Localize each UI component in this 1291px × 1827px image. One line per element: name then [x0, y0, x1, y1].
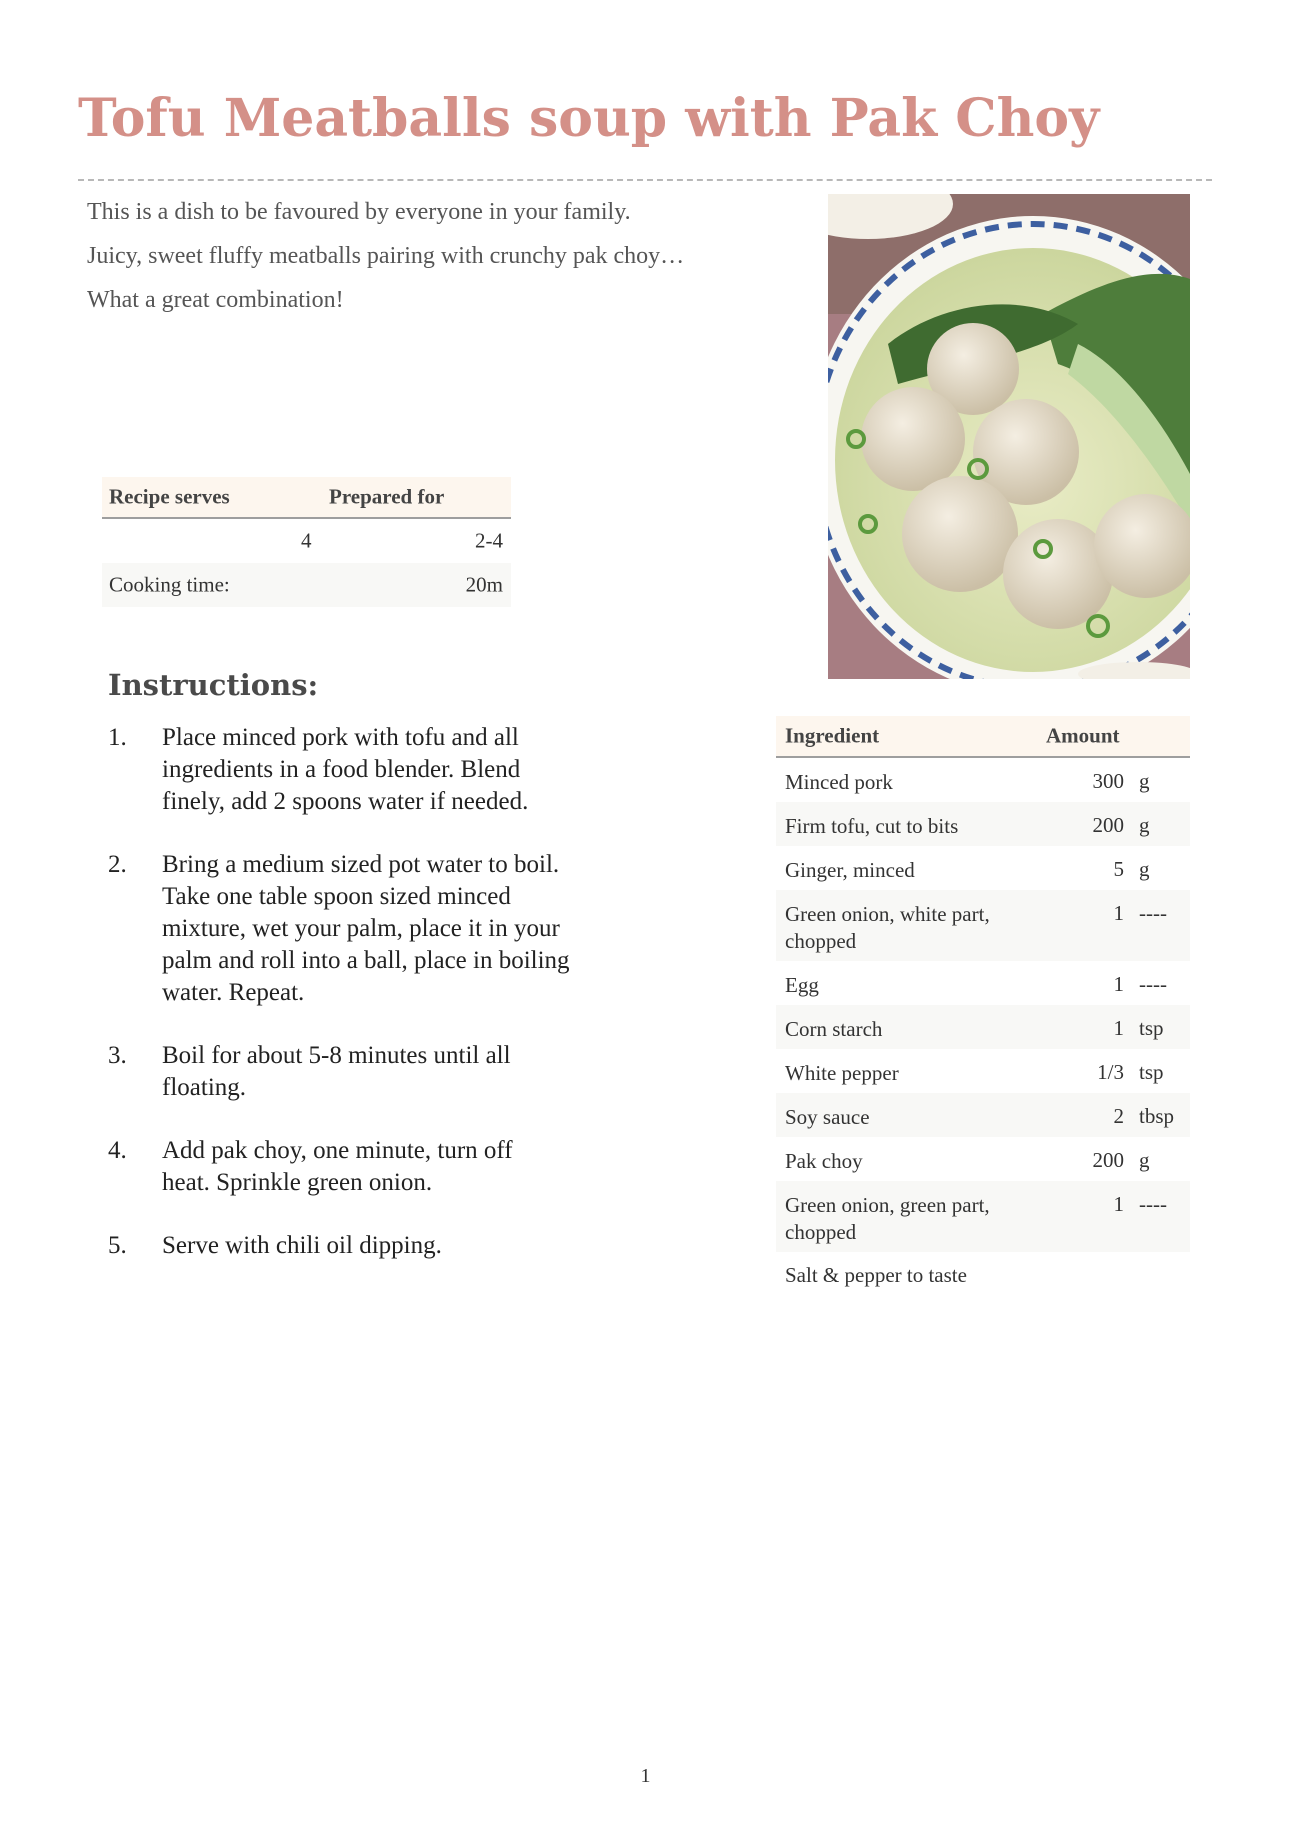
ingredient-name: Firm tofu, cut to bits	[785, 814, 959, 838]
instructions-list	[108, 722, 608, 1293]
ingredient-row	[776, 1137, 1190, 1181]
ingredient-row	[776, 758, 1190, 802]
step-number: 3.	[108, 1042, 127, 1069]
ingredient-amount: 2	[1113, 1104, 1124, 1128]
step-number: 1.	[108, 724, 127, 751]
step-text: Serve with chili oil dipping.	[162, 1232, 442, 1259]
serves-row	[102, 519, 511, 563]
soup-photo	[828, 194, 1190, 679]
intro-text	[87, 200, 737, 332]
cooking-time-label: Cooking time:	[109, 572, 230, 597]
step-text: Boil for about 5-8 minutes until all floating.	[162, 1042, 511, 1101]
ingredient-name: Egg	[785, 973, 819, 997]
ingredient-unit: ----	[1139, 1192, 1167, 1216]
instruction-step	[108, 722, 608, 818]
ingredient-unit: g	[1139, 857, 1150, 881]
serves-value: 4	[301, 528, 312, 553]
seasoning-note: Salt & pepper to taste	[785, 1263, 967, 1287]
ingredient-unit: tbsp	[1139, 1104, 1175, 1128]
ingredient-name: Soy sauce	[785, 1105, 870, 1129]
instruction-step	[108, 849, 608, 1009]
ingredients-table	[776, 716, 1190, 1303]
serves-table	[102, 477, 511, 607]
ingredient-row	[776, 890, 1190, 961]
header-recipe-serves: Recipe serves	[109, 484, 230, 509]
step-text: Add pak choy, one minute, turn off heat. Sprinkle green onion.	[162, 1137, 513, 1196]
cooking-time-row	[102, 563, 511, 607]
dashed-divider	[78, 179, 1212, 181]
ingredient-name: White pepper	[785, 1061, 899, 1085]
ingredient-amount: 1	[1113, 901, 1124, 925]
step-number: 5.	[108, 1232, 127, 1259]
ingredient-row	[776, 1005, 1190, 1049]
ingredient-unit: ----	[1139, 972, 1167, 996]
ingredient-unit: tsp	[1139, 1060, 1164, 1084]
ingredient-amount: 300	[1092, 769, 1124, 793]
ingredient-amount: 200	[1092, 813, 1124, 837]
page-number: 1	[640, 1765, 651, 1787]
ingredient-amount: 200	[1092, 1148, 1124, 1172]
ingredient-name: Green onion, green part, chopped	[785, 1193, 990, 1244]
instructions-title: Instructions:	[108, 668, 319, 702]
ingredient-row	[776, 1049, 1190, 1093]
header-amount: Amount	[1046, 723, 1120, 748]
header-ingredient: Ingredient	[785, 723, 880, 748]
step-text: Bring a medium sized pot water to boil. Take one table spoon sized minced mixture, wet your palm, place it in your palm and roll into a ball, place in boiling water. Repeat.	[162, 851, 570, 1006]
ingredient-name: Pak choy	[785, 1149, 863, 1173]
ingredient-amount: 1	[1113, 972, 1124, 996]
ingredient-row	[776, 961, 1190, 1005]
ingredient-name: Green onion, white part, chopped	[785, 902, 990, 953]
ingredient-row	[776, 846, 1190, 890]
header-prepared-for: Prepared for	[329, 484, 445, 509]
ingredient-row	[776, 1181, 1190, 1252]
ingredient-name: Corn starch	[785, 1017, 883, 1041]
ingredient-amount: 1/3	[1097, 1060, 1124, 1084]
intro-line: This is a dish to be favoured by everyone in your family.	[87, 199, 631, 225]
step-number: 4.	[108, 1137, 127, 1164]
ingredient-row	[776, 802, 1190, 846]
ingredient-row	[776, 1093, 1190, 1137]
prepared-value: 2-4	[475, 528, 503, 553]
ingredients-table-header	[776, 716, 1190, 758]
ingredient-unit: g	[1139, 813, 1150, 837]
recipe-title: Tofu Meatballs soup with Pak Choy	[78, 88, 1100, 149]
ingredient-unit: g	[1139, 1148, 1150, 1172]
cooking-time-value: 20m	[465, 572, 503, 597]
instruction-step	[108, 1230, 608, 1262]
step-text: Place minced pork with tofu and all ingredients in a food blender. Blend finely, add 2 spoons water if needed.	[162, 724, 529, 815]
intro-line: What a great combination!	[87, 287, 344, 313]
ingredient-unit: tsp	[1139, 1016, 1164, 1040]
ingredient-amount: 5	[1113, 857, 1124, 881]
ingredient-name: Minced pork	[785, 770, 893, 794]
instruction-step	[108, 1040, 608, 1104]
ingredient-amount: 1	[1113, 1016, 1124, 1040]
ingredient-name: Ginger, minced	[785, 858, 915, 882]
ingredient-amount: 1	[1113, 1192, 1124, 1216]
intro-line: Juicy, sweet fluffy meatballs pairing with crunchy pak choy…	[87, 243, 685, 269]
step-number: 2.	[108, 851, 127, 878]
ingredient-unit: g	[1139, 769, 1150, 793]
instruction-step	[108, 1135, 608, 1199]
ingredient-unit: ----	[1139, 901, 1167, 925]
serves-table-header	[102, 477, 511, 519]
